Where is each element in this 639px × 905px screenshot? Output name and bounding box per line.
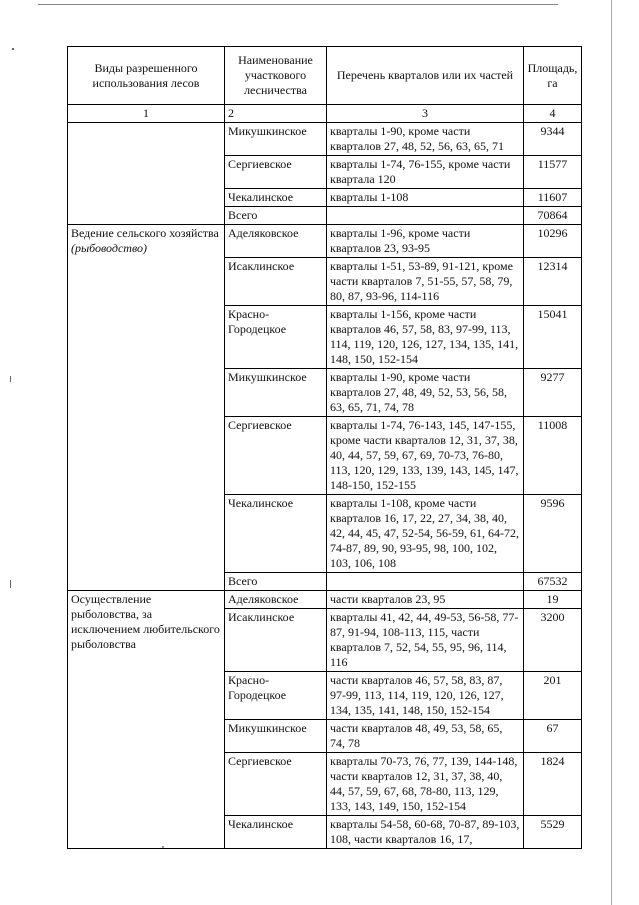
use-type-note: (рыбоводство): [71, 241, 148, 255]
blocks-cell: кварталы 54-58, 60-68, 70-87, 89-103, 108, части кварталов 16, 17,: [327, 816, 524, 849]
blocks-cell: кварталы 1-74, 76-143, 145, 147-155, кроме части кварталов 12, 31, 37, 38, 40, 44, 57, 59, 67, 69, 70-73, 76-80, 113, 120, 129, 133, 139, 143, 145, 147, 148-150, 152-155: [327, 417, 524, 495]
area-cell: 201: [524, 672, 582, 720]
area-cell: 5529: [524, 816, 582, 849]
forest-use-table: [67, 46, 582, 849]
scan-speck: [10, 376, 11, 382]
table-header: [68, 47, 582, 123]
forestry-name-cell: Красно-Городецкое: [225, 672, 327, 720]
use-type-cell: [68, 225, 225, 591]
forestry-name-cell: Аделяковское: [225, 591, 327, 609]
blocks-cell: части кварталов 46, 57, 58, 83, 87, 97-99, 113, 114, 119, 120, 126, 127, 134, 135, 141, 148, 150, 152-154: [327, 672, 524, 720]
forestry-name-cell: Микушкинское: [225, 720, 327, 753]
area-cell: 10296: [524, 225, 582, 258]
use-type-cell: [68, 591, 225, 849]
area-cell: 11577: [524, 156, 582, 189]
blocks-cell: кварталы 70-73, 76, 77, 139, 144-148, части кварталов 12, 31, 37, 38, 40, 44, 57, 59, 67, 68, 78-80, 113, 129, 133, 143, 149, 150, 152-154: [327, 753, 524, 816]
top-edge-rule: [38, 4, 558, 5]
forestry-name-cell: Чекалинское: [225, 816, 327, 849]
area-cell: 15041: [524, 306, 582, 369]
blocks-cell: части кварталов 23, 95: [327, 591, 524, 609]
column-number: 3: [327, 105, 524, 123]
blocks-cell: части кварталов 48, 49, 53, 58, 65, 74, 78: [327, 720, 524, 753]
column-number-row: [68, 105, 582, 123]
column-number: 2: [225, 105, 327, 123]
header-blocks: Перечень кварталов или их частей: [327, 47, 524, 105]
forestry-name-cell: Красно-Городецкое: [225, 306, 327, 369]
forestry-name-cell: Сергиевское: [225, 417, 327, 495]
scan-speck: [10, 580, 11, 588]
area-cell: 19: [524, 591, 582, 609]
use-type-text: Осуществление рыболовства, за исключением любительского рыболовства: [71, 592, 220, 651]
table-row: [68, 591, 582, 609]
area-cell: 9596: [524, 495, 582, 573]
forestry-name-cell: Микушкинское: [225, 369, 327, 417]
area-cell: 11607: [524, 189, 582, 207]
area-cell: 12314: [524, 258, 582, 306]
forestry-name-cell: Исаклинское: [225, 609, 327, 672]
blocks-cell: кварталы 41, 42, 44, 49-53, 56-58, 77-87, 91-94, 108-113, 115, части кварталов 7, 52, 54, 55, 95, 96, 114, 116: [327, 609, 524, 672]
blocks-cell: кварталы 1-96, кроме части кварталов 23, 93-95: [327, 225, 524, 258]
blocks-cell: [327, 207, 524, 225]
header-use-type: Виды разрешенного использования лесов: [68, 47, 225, 105]
forestry-name-cell: Сергиевское: [225, 156, 327, 189]
blocks-cell: кварталы 1-156, кроме части кварталов 46, 57, 58, 83, 97-99, 113, 114, 119, 120, 126, 127, 134, 135, 141, 148, 150, 152-154: [327, 306, 524, 369]
scan-speck: [12, 48, 14, 50]
use-type-text: Ведение сельского хозяйства: [71, 226, 219, 240]
forestry-name-cell: Сергиевское: [225, 753, 327, 816]
forestry-name-cell: Аделяковское: [225, 225, 327, 258]
area-cell: 70864: [524, 207, 582, 225]
forestry-name-cell: Исаклинское: [225, 258, 327, 306]
blocks-cell: кварталы 1-51, 53-89, 91-121, кроме части кварталов 7, 51-55, 57, 58, 79, 80, 87, 93-96, 114-116: [327, 258, 524, 306]
area-cell: 67: [524, 720, 582, 753]
use-type-cell: [68, 123, 225, 225]
table-row: [68, 225, 582, 258]
total-label-cell: Всего: [225, 573, 327, 591]
forestry-name-cell: Чекалинское: [225, 189, 327, 207]
header-forestry: Наименование участкового лесничества: [225, 47, 327, 105]
table-body: [68, 123, 582, 849]
header-row: [68, 47, 582, 105]
scan-right-edge: [611, 0, 612, 905]
area-cell: 1824: [524, 753, 582, 816]
area-cell: 11008: [524, 417, 582, 495]
blocks-cell: кварталы 1-74, 76-155, кроме части квартала 120: [327, 156, 524, 189]
header-area: Площадь, га: [524, 47, 582, 105]
area-cell: 9344: [524, 123, 582, 156]
column-number: 1: [68, 105, 225, 123]
column-number: 4: [524, 105, 582, 123]
blocks-cell: кварталы 1-108: [327, 189, 524, 207]
blocks-cell: кварталы 1-108, кроме части кварталов 16, 17, 22, 27, 34, 38, 40, 42, 44, 45, 47, 52-54, 56-59, 61, 64-72, 74-87, 89, 90, 93-95, 98, 100, 102, 103, 106, 108: [327, 495, 524, 573]
area-cell: 9277: [524, 369, 582, 417]
blocks-cell: кварталы 1-90, кроме части кварталов 27, 48, 49, 52, 53, 56, 58, 63, 65, 71, 74, 78: [327, 369, 524, 417]
area-cell: 3200: [524, 609, 582, 672]
forestry-name-cell: Микушкинское: [225, 123, 327, 156]
forestry-name-cell: Чекалинское: [225, 495, 327, 573]
table-row: [68, 123, 582, 156]
total-label-cell: Всего: [225, 207, 327, 225]
blocks-cell: [327, 573, 524, 591]
blocks-cell: кварталы 1-90, кроме части кварталов 27, 48, 52, 56, 63, 65, 71: [327, 123, 524, 156]
area-cell: 67532: [524, 573, 582, 591]
